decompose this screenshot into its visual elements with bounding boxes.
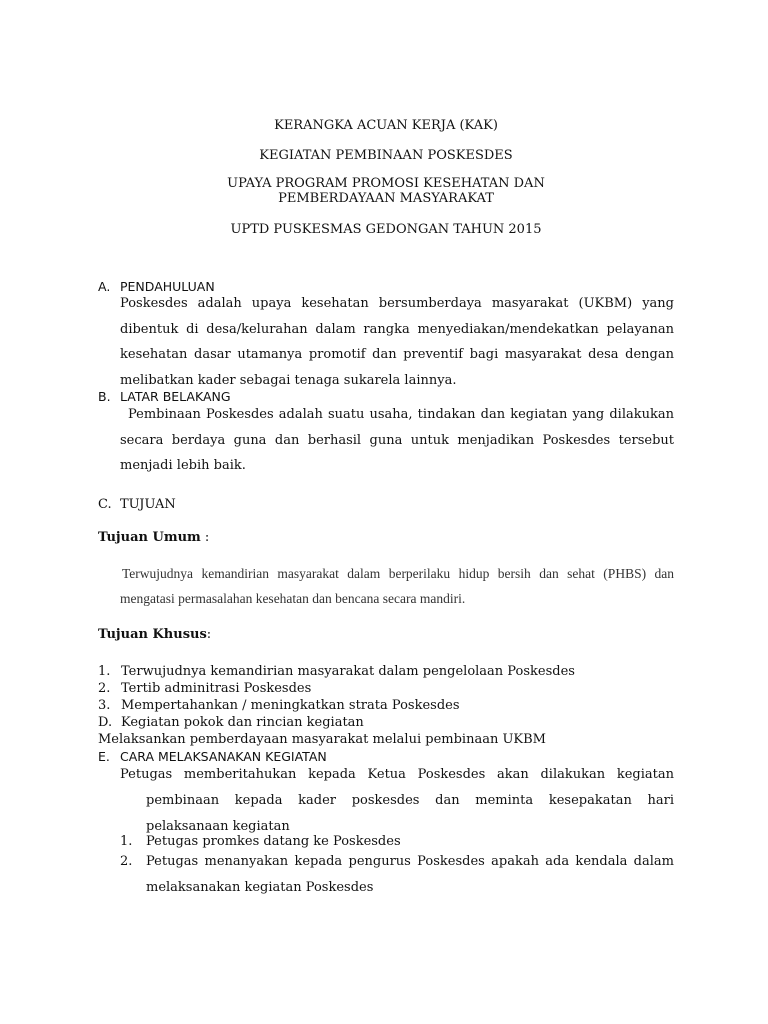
section-d-heading bbox=[98, 714, 364, 731]
tujuan-khusus-label: Tujuan Khusus bbox=[98, 627, 207, 642]
section-a-label: A. bbox=[98, 279, 111, 294]
section-d-text: Melaksankan pemberdayaan masyarakat melalui pembinaan UKBM bbox=[98, 732, 546, 747]
section-c-label: C. bbox=[98, 497, 112, 512]
list-item: 2. Petugas menanyakan kepada pengurus Poskesdes apakah ada kendala dalam melaksanakan kegiatan Poskesdes bbox=[120, 854, 674, 895]
section-e-title: CARA MELAKSANAKAN KEGIATAN bbox=[120, 749, 327, 764]
activity-title: KEGIATAN PEMBINAAN POSKESDES bbox=[259, 148, 513, 163]
tujuan-umum-heading bbox=[98, 529, 209, 546]
section-c-heading bbox=[98, 497, 176, 513]
tujuan-umum-colon: : bbox=[200, 530, 210, 545]
section-b-title: LATAR BELAKANG bbox=[120, 389, 231, 404]
section-e-label: E. bbox=[98, 749, 110, 764]
section-c-title: TUJUAN bbox=[120, 497, 176, 512]
section-a-text: Poskesdes adalah upaya kesehatan bersumberdaya masyarakat (UKBM) yang dibentuk di desa/kelurahan dalam rangka menyediakan/mendekatkan pelayanan kesehatan dasar utamanya promotif dan preventif bagi masyarakat desa dengan melibatkan kader sebagai tenaga sukarela lainnya. bbox=[120, 296, 674, 388]
list-item: 2. Tertib adminitrasi Poskesdes bbox=[98, 681, 312, 696]
list-item: 1. Petugas promkes datang ke Poskesdes bbox=[120, 834, 401, 849]
document-title: KERANGKA ACUAN KERJA (KAK) bbox=[274, 118, 498, 133]
section-b-label: B. bbox=[98, 389, 111, 404]
tujuan-khusus-colon: : bbox=[206, 627, 212, 642]
list-item: 3. Mempertahankan / meningkatkan strata Poskesdes bbox=[98, 698, 460, 713]
list-item: 1. Terwujudnya kemandirian masyarakat dalam pengelolaan Poskesdes bbox=[98, 664, 575, 679]
tujuan-umum-label: Tujuan Umum bbox=[98, 530, 201, 545]
tujuan-umum-text: Terwujudnya kemandirian masyarakat dalam berperilaku hidup bersih dan sehat (PHBS) dan mengatasi permasalahan kesehatan dan bencana secara mandiri. bbox=[120, 566, 674, 606]
section-a-title: PENDAHULUAN bbox=[120, 279, 215, 294]
tujuan-khusus-list bbox=[98, 663, 674, 714]
section-d-label: D. bbox=[98, 715, 113, 730]
section-b-text: Pembinaan Poskesdes adalah suatu usaha, tindakan dan kegiatan yang dilakukan secara berdaya guna dan berhasil guna untuk menjadikan Poskesdes tersebut menjadi lebih baik. bbox=[120, 407, 674, 473]
program-title: UPAYA PROGRAM PROMOSI KESEHATAN DAN PEMBERDAYAAN MASYARAKAT bbox=[227, 176, 545, 206]
cara-steps-list bbox=[120, 833, 674, 850]
tujuan-khusus-heading bbox=[98, 626, 211, 643]
institution-title: UPTD PUSKESMAS GEDONGAN TAHUN 2015 bbox=[230, 222, 542, 237]
section-d-title: Kegiatan pokok dan rincian kegiatan bbox=[121, 715, 364, 730]
section-e-intro: Petugas memberitahukan kepada Ketua Poskesdes akan dilakukan kegiatan pembinaan kepada kader poskesdes dan meminta kesepakatan hari pelaksanaan kegiatan bbox=[120, 767, 674, 834]
